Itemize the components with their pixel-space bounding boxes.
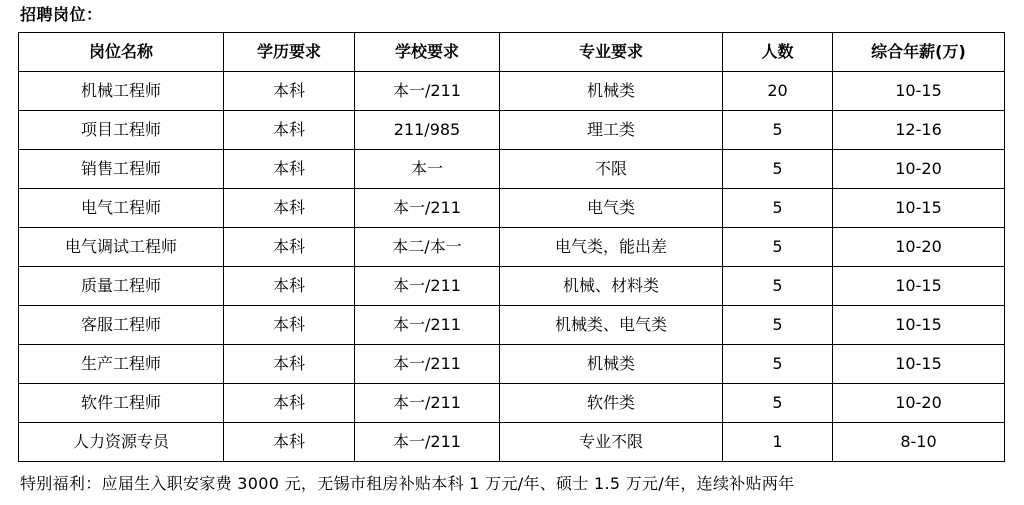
cell-school: 本一/211	[355, 345, 500, 384]
table-row	[19, 345, 1005, 384]
cell-education: 本科	[224, 306, 355, 345]
cell-headcount: 5	[723, 189, 833, 228]
cell-major: 不限	[500, 150, 723, 189]
cell-headcount: 5	[723, 384, 833, 423]
cell-position-name: 软件工程师	[19, 384, 224, 423]
cell-major: 专业不限	[500, 423, 723, 462]
cell-position-name: 客服工程师	[19, 306, 224, 345]
cell-salary: 10-15	[833, 267, 1005, 306]
special-benefits-note: 特别福利：应届生入职安家费 3000 元，无锡市租房补贴本科 1 万元/年、硕士 1.5 万元/年，连续补贴两年	[20, 474, 795, 493]
cell-position-name: 人力资源专员	[19, 423, 224, 462]
cell-headcount: 5	[723, 228, 833, 267]
cell-school: 本一/211	[355, 423, 500, 462]
cell-headcount: 5	[723, 306, 833, 345]
cell-headcount: 5	[723, 111, 833, 150]
cell-salary: 10-20	[833, 228, 1005, 267]
cell-education: 本科	[224, 228, 355, 267]
cell-salary: 8-10	[833, 423, 1005, 462]
cell-education: 本科	[224, 150, 355, 189]
page-title: 招聘岗位：	[20, 5, 103, 24]
cell-salary: 10-20	[833, 384, 1005, 423]
column-header-salary: 综合年薪(万)	[833, 33, 1005, 72]
table-row	[19, 423, 1005, 462]
cell-major: 机械、材料类	[500, 267, 723, 306]
column-header-headcount: 人数	[723, 33, 833, 72]
column-header-position-name: 岗位名称	[19, 33, 224, 72]
table-row	[19, 150, 1005, 189]
cell-headcount: 5	[723, 267, 833, 306]
cell-position-name: 生产工程师	[19, 345, 224, 384]
cell-education: 本科	[224, 384, 355, 423]
cell-position-name: 电气工程师	[19, 189, 224, 228]
cell-salary: 10-15	[833, 189, 1005, 228]
cell-major: 机械类、电气类	[500, 306, 723, 345]
cell-major: 软件类	[500, 384, 723, 423]
cell-position-name: 机械工程师	[19, 72, 224, 111]
cell-school: 本二/本一	[355, 228, 500, 267]
cell-major: 机械类	[500, 345, 723, 384]
cell-salary: 10-15	[833, 72, 1005, 111]
cell-education: 本科	[224, 72, 355, 111]
cell-headcount: 5	[723, 345, 833, 384]
cell-education: 本科	[224, 189, 355, 228]
cell-education: 本科	[224, 267, 355, 306]
cell-school: 本一	[355, 150, 500, 189]
table-row	[19, 228, 1005, 267]
table-row	[19, 384, 1005, 423]
column-header-school: 学校要求	[355, 33, 500, 72]
cell-position-name: 销售工程师	[19, 150, 224, 189]
cell-school: 211/985	[355, 111, 500, 150]
cell-education: 本科	[224, 345, 355, 384]
cell-position-name: 质量工程师	[19, 267, 224, 306]
cell-school: 本一/211	[355, 72, 500, 111]
table-header-row	[19, 33, 1005, 72]
cell-salary: 12-16	[833, 111, 1005, 150]
cell-school: 本一/211	[355, 189, 500, 228]
column-header-education: 学历要求	[224, 33, 355, 72]
job-positions-table	[18, 32, 1005, 462]
table-row	[19, 306, 1005, 345]
cell-education: 本科	[224, 111, 355, 150]
column-header-major: 专业要求	[500, 33, 723, 72]
cell-school: 本一/211	[355, 267, 500, 306]
cell-school: 本一/211	[355, 306, 500, 345]
cell-major: 电气类，能出差	[500, 228, 723, 267]
table-row	[19, 72, 1005, 111]
cell-education: 本科	[224, 423, 355, 462]
cell-headcount: 20	[723, 72, 833, 111]
cell-headcount: 1	[723, 423, 833, 462]
cell-major: 理工类	[500, 111, 723, 150]
cell-major: 电气类	[500, 189, 723, 228]
cell-school: 本一/211	[355, 384, 500, 423]
cell-headcount: 5	[723, 150, 833, 189]
table-row	[19, 267, 1005, 306]
table-row	[19, 189, 1005, 228]
cell-salary: 10-15	[833, 306, 1005, 345]
table-row	[19, 111, 1005, 150]
cell-major: 机械类	[500, 72, 723, 111]
cell-position-name: 项目工程师	[19, 111, 224, 150]
cell-salary: 10-15	[833, 345, 1005, 384]
cell-salary: 10-20	[833, 150, 1005, 189]
cell-position-name: 电气调试工程师	[19, 228, 224, 267]
